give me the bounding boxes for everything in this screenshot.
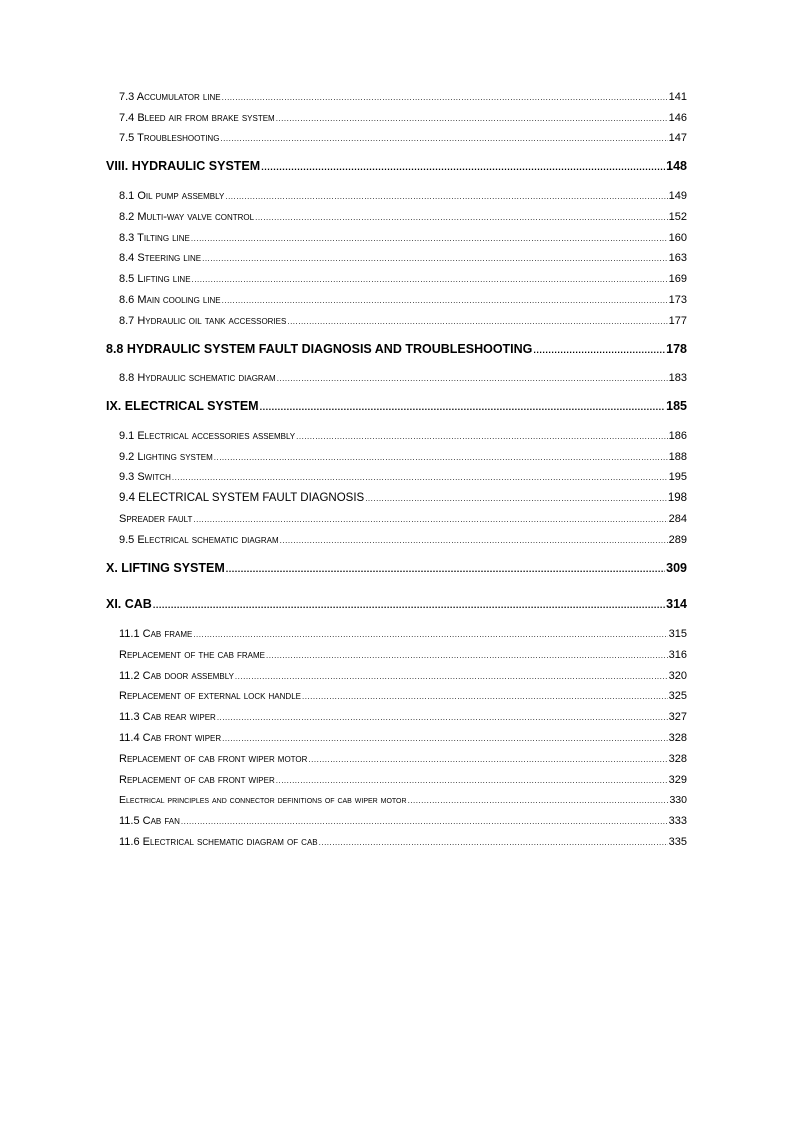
toc-entry[interactable] [119, 132, 687, 144]
toc-entry[interactable] [119, 232, 687, 244]
toc-entry-title: 11.4 Cab front wiper [119, 732, 222, 744]
dot-leader [193, 630, 667, 639]
dot-leader [261, 162, 665, 172]
dot-leader [266, 651, 668, 660]
toc-entry[interactable] [119, 794, 687, 806]
dot-leader [225, 192, 667, 201]
toc-entry[interactable] [119, 649, 687, 661]
toc-entry-page: 163 [668, 252, 687, 264]
toc-entry-page: 149 [668, 190, 687, 202]
toc-entry[interactable] [119, 732, 687, 744]
toc-entry[interactable] [119, 315, 687, 327]
toc-entry-title: 8.7 Hydraulic oil tank accessories [119, 315, 287, 327]
toc-entry[interactable] [119, 91, 687, 103]
toc-entry[interactable] [119, 774, 687, 786]
toc-entry-page: 333 [668, 815, 687, 827]
dot-leader [533, 345, 665, 355]
toc-entry-page: 183 [668, 372, 687, 384]
toc-entry-title: 8.3 Tilting line [119, 232, 190, 244]
toc-section-title: VIII. HYDRAULIC SYSTEM [106, 159, 261, 173]
toc-entry-page: 320 [668, 670, 687, 682]
toc-entry-page: 329 [668, 774, 687, 786]
toc-entry[interactable] [119, 534, 687, 546]
toc-entry-page: 169 [668, 273, 687, 285]
dot-leader [191, 234, 668, 243]
toc-entry-title: 9.3 Switch [119, 471, 171, 483]
dot-leader [276, 114, 668, 123]
toc-entry-page: 173 [668, 294, 687, 306]
toc-section[interactable] [106, 159, 687, 173]
dot-leader [222, 734, 667, 743]
toc-section-page: 309 [666, 561, 687, 575]
toc-section[interactable] [106, 399, 687, 413]
dot-leader [222, 93, 668, 102]
toc-entry-page: 328 [668, 753, 687, 765]
toc-entry-title: 7.3 Accumulator line [119, 91, 221, 103]
toc-section[interactable] [106, 597, 687, 611]
dot-leader [226, 564, 665, 574]
dot-leader [260, 402, 666, 412]
toc-entry-title: 8.4 Steering line [119, 252, 202, 264]
toc-entry-page: 289 [668, 534, 687, 546]
toc-entry[interactable] [119, 112, 687, 124]
toc-section[interactable] [106, 342, 687, 356]
toc-section-page: 148 [666, 159, 687, 173]
toc-entry-page: 330 [669, 794, 687, 806]
dot-leader [214, 453, 668, 462]
toc-entry[interactable] [119, 836, 687, 848]
toc-entry[interactable] [119, 294, 687, 306]
toc-entry-page: 328 [668, 732, 687, 744]
toc-entry-title: 7.4 Bleed air from brake system [119, 112, 275, 124]
toc-section-title: X. LIFTING SYSTEM [106, 561, 225, 575]
toc-entry-title: 11.3 Cab rear wiper [119, 711, 216, 723]
dot-leader [308, 755, 667, 764]
toc-entry-page: 315 [668, 628, 687, 640]
toc-entry-title: Replacement of the cab frame [119, 649, 265, 661]
toc-entry-title: 9.2 Lighting system [119, 451, 213, 463]
dot-leader [235, 672, 668, 681]
toc-section-title: 8.8 HYDRAULIC SYSTEM FAULT DIAGNOSIS AND TROUBLESHOOTING [106, 342, 533, 356]
toc-entry-title: 8.5 Lifting line [119, 273, 191, 285]
dot-leader [280, 536, 668, 545]
toc-entry[interactable] [119, 513, 687, 525]
toc-entry-page: 284 [668, 513, 687, 525]
toc-entry-title: 11.1 Cab frame [119, 628, 193, 640]
toc-entry-title: 8.6 Main cooling line [119, 294, 221, 306]
toc-entry-title: 11.6 Electrical schematic diagram of cab [119, 836, 318, 848]
dot-leader [222, 296, 668, 305]
toc-entry[interactable] [119, 252, 687, 264]
dot-leader [365, 494, 667, 503]
toc-entry-title: 9.5 Electrical schematic diagram [119, 534, 279, 546]
toc-entry[interactable] [119, 753, 687, 765]
toc-entry-page: 160 [668, 232, 687, 244]
toc-entry-page: 195 [668, 471, 687, 483]
dot-leader [408, 796, 669, 805]
toc-entry-title: 8.2 Multi-way valve control [119, 211, 255, 223]
toc-section-title: XI. CAB [106, 597, 152, 611]
toc-entry[interactable] [119, 430, 687, 442]
dot-leader [319, 838, 668, 847]
toc-entry[interactable] [119, 492, 687, 504]
toc-entry[interactable] [119, 372, 687, 384]
toc-entry-page: 177 [668, 315, 687, 327]
toc-entry[interactable] [119, 690, 687, 702]
toc-entry[interactable] [119, 670, 687, 682]
dot-leader [276, 776, 668, 785]
dot-leader [181, 817, 668, 826]
toc-entry[interactable] [119, 190, 687, 202]
toc-entry-title: 9.1 Electrical accessories assembly [119, 430, 296, 442]
toc-section[interactable] [106, 561, 687, 575]
toc-entry[interactable] [119, 451, 687, 463]
toc-entry-title: 7.5 Troubleshooting [119, 132, 220, 144]
dot-leader [287, 317, 667, 326]
dot-leader [277, 374, 668, 383]
toc-entry-page: 186 [668, 430, 687, 442]
toc-entry-page: 198 [667, 492, 687, 504]
dot-leader [193, 515, 667, 524]
toc-entry-title: 8.8 Hydraulic schematic diagram [119, 372, 276, 384]
toc-section-page: 178 [666, 342, 687, 356]
toc-entry-title: Replacement of cab front wiper motor [119, 753, 308, 765]
dot-leader [296, 432, 668, 441]
toc-entry-page: 327 [668, 711, 687, 723]
toc-entry-title: 8.1 Oil pump assembly [119, 190, 225, 202]
toc-entry-title: 9.4 ELECTRICAL SYSTEM FAULT DIAGNOSIS [119, 492, 365, 504]
toc-section-page: 314 [666, 597, 687, 611]
toc-entry[interactable] [119, 471, 687, 483]
dot-leader [192, 275, 668, 284]
toc-entry-page: 188 [668, 451, 687, 463]
toc-entry-title: 11.5 Cab fan [119, 815, 180, 827]
toc-section-page: 185 [666, 399, 687, 413]
toc-entry[interactable] [119, 815, 687, 827]
toc-entry-page: 141 [668, 91, 687, 103]
dot-leader [172, 473, 668, 482]
toc-entry[interactable] [119, 628, 687, 640]
toc-entry-title: Replacement of cab front wiper [119, 774, 275, 786]
toc-entry[interactable] [119, 711, 687, 723]
toc-entry-page: 147 [668, 132, 687, 144]
dot-leader [217, 713, 668, 722]
toc-entry-title: Electrical principles and connector definitions of cab wiper motor [119, 794, 407, 806]
toc-entry-title: 11.2 Cab door assembly [119, 670, 234, 682]
toc-entry-page: 316 [668, 649, 687, 661]
toc-entry-page: 146 [668, 112, 687, 124]
toc-entry[interactable] [119, 273, 687, 285]
toc-entry-title: Replacement of external lock handle [119, 690, 301, 702]
dot-leader [220, 134, 667, 143]
dot-leader [153, 600, 665, 610]
dot-leader [302, 692, 668, 701]
dot-leader [255, 213, 668, 222]
dot-leader [202, 254, 668, 263]
toc-entry-page: 325 [668, 690, 687, 702]
toc-entry[interactable] [119, 211, 687, 223]
toc-entry-title: Spreader fault [119, 513, 193, 525]
toc-entry-page: 152 [668, 211, 687, 223]
toc-entry-page: 335 [668, 836, 687, 848]
toc-section-title: IX. ELECTRICAL SYSTEM [106, 399, 259, 413]
